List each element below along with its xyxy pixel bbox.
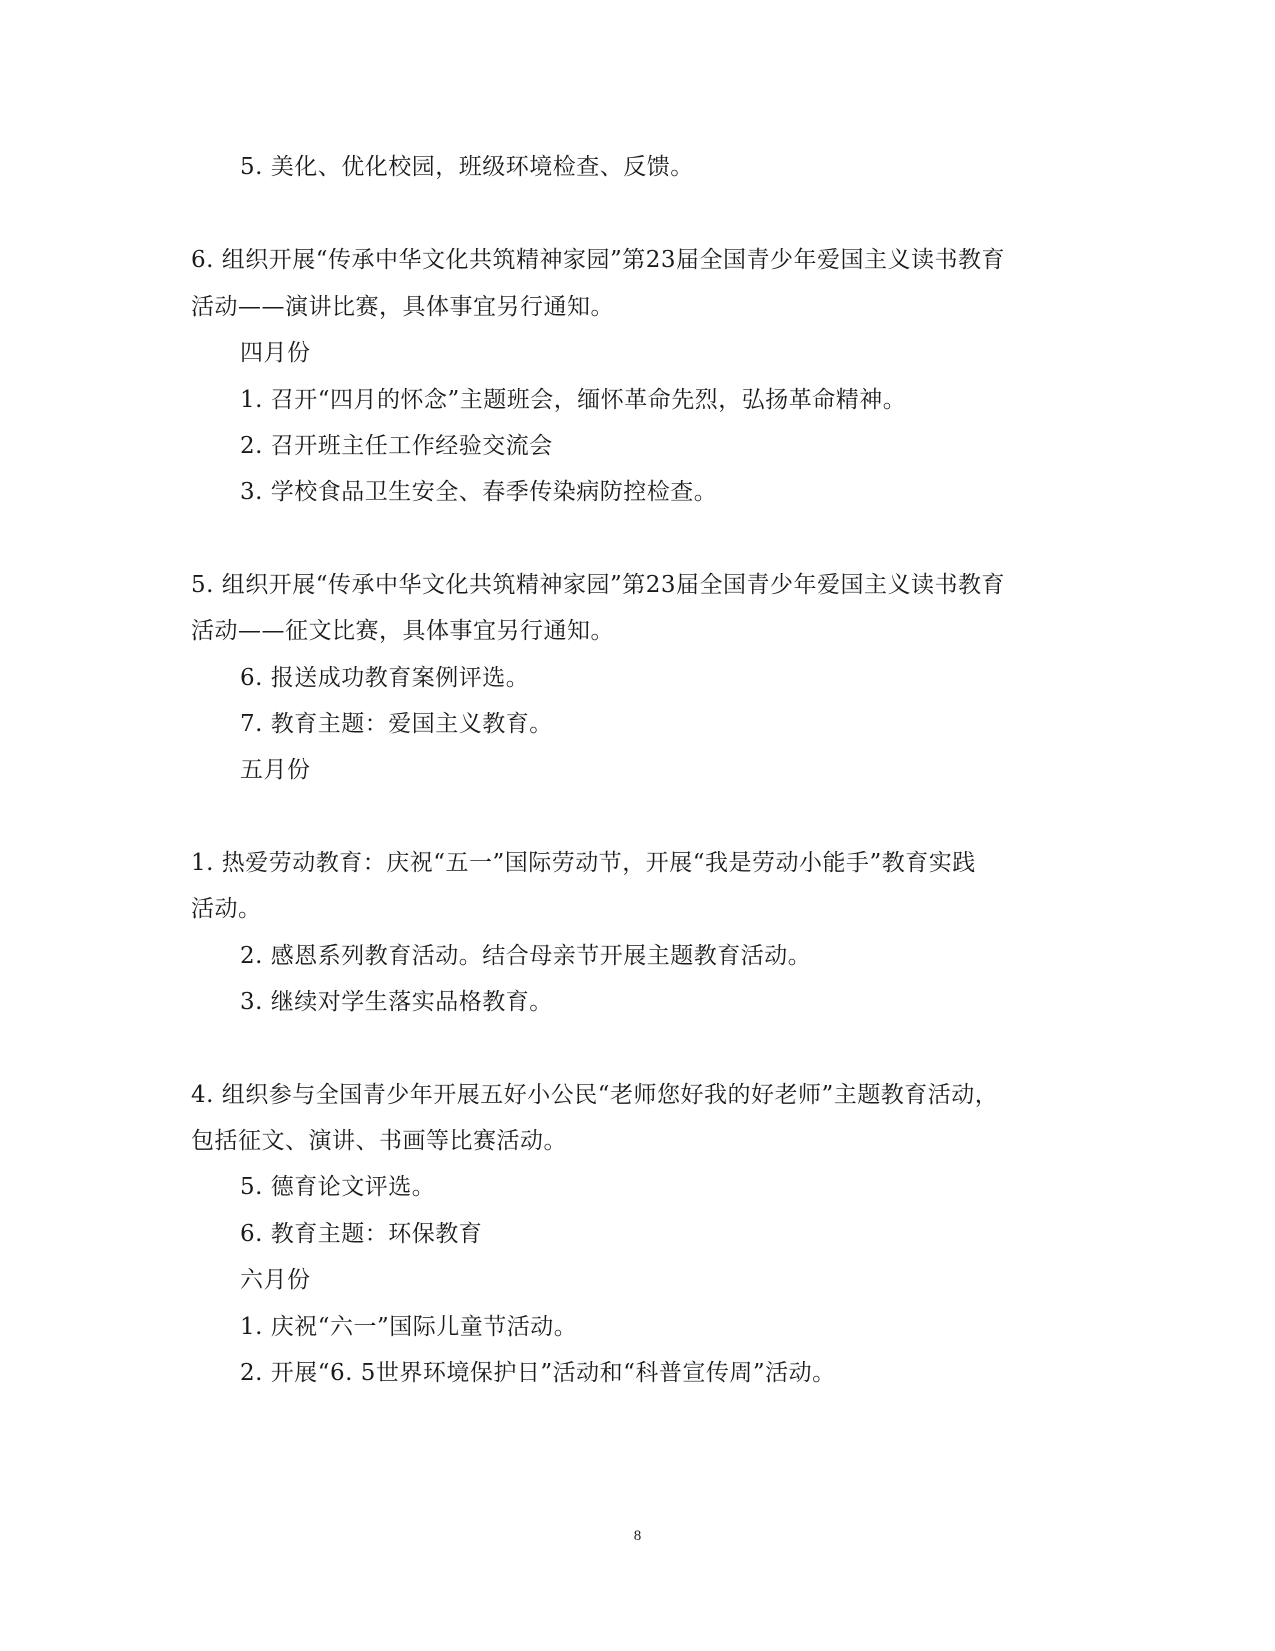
paragraph-item-5-essay-contest-line1: 5. 组织开展“传承中华文化共筑精神家园”第23届全国青少年爱国主义读书教育 <box>191 572 1006 598</box>
paragraph-item-5-essay-contest-line2: 活动——征文比赛，具体事宜另行通知。 <box>191 618 614 644</box>
paragraph-item-5-moral-thesis: 5. 德育论文评选。 <box>240 1174 436 1200</box>
paragraph-item-7-patriotism-theme: 7. 教育主题：爱国主义教育。 <box>240 711 553 737</box>
paragraph-item-6-speech-contest-line1: 6. 组织开展“传承中华文化共筑精神家园”第23届全国青少年爱国主义读书教育 <box>191 247 1006 273</box>
paragraph-item-2-gratitude: 2. 感恩系列教育活动。结合母亲节开展主题教育活动。 <box>240 943 812 969</box>
paragraph-item-5-beautify-campus: 5. 美化、优化校园，班级环境检查、反馈。 <box>240 154 694 180</box>
paragraph-item-6-environmental-theme: 6. 教育主题：环保教育 <box>240 1221 483 1247</box>
paragraph-item-4-good-teacher-line2: 包括征文、演讲、书画等比赛活动。 <box>191 1128 567 1154</box>
paragraph-item-6-case-selection: 6. 报送成功教育案例评选。 <box>240 665 530 691</box>
paragraph-item-6-speech-contest-line2: 活动——演讲比赛，具体事宜另行通知。 <box>191 294 614 320</box>
paragraph-item-1-labor-education-line1: 1. 热爱劳动教育：庆祝“五一”国际劳动节，开展“我是劳动小能手”教育实践 <box>191 850 976 876</box>
page-number: 8 <box>633 1528 642 1544</box>
section-heading-june: 六月份 <box>240 1267 311 1293</box>
paragraph-item-2-environment-day: 2. 开展“6. 5世界环境保护日”活动和“科普宣传周”活动。 <box>240 1360 836 1386</box>
paragraph-item-1-april-class-meeting: 1. 召开“四月的怀念”主题班会，缅怀革命先烈，弘扬革命精神。 <box>240 387 907 413</box>
paragraph-item-4-good-teacher-line1: 4. 组织参与全国青少年开展五好小公民“老师您好我的好老师”主题教育活动， <box>191 1082 999 1108</box>
paragraph-item-3-character-education: 3. 继续对学生落实品格教育。 <box>240 989 553 1015</box>
paragraph-item-2-teacher-exchange: 2. 召开班主任工作经验交流会 <box>240 433 553 459</box>
paragraph-item-3-food-safety: 3. 学校食品卫生安全、春季传染病防控检查。 <box>240 479 718 505</box>
section-heading-may: 五月份 <box>240 757 311 783</box>
section-heading-april: 四月份 <box>240 340 311 366</box>
paragraph-item-1-labor-education-line2: 活动。 <box>191 896 262 922</box>
paragraph-item-1-childrens-day: 1. 庆祝“六一”国际儿童节活动。 <box>240 1314 578 1340</box>
